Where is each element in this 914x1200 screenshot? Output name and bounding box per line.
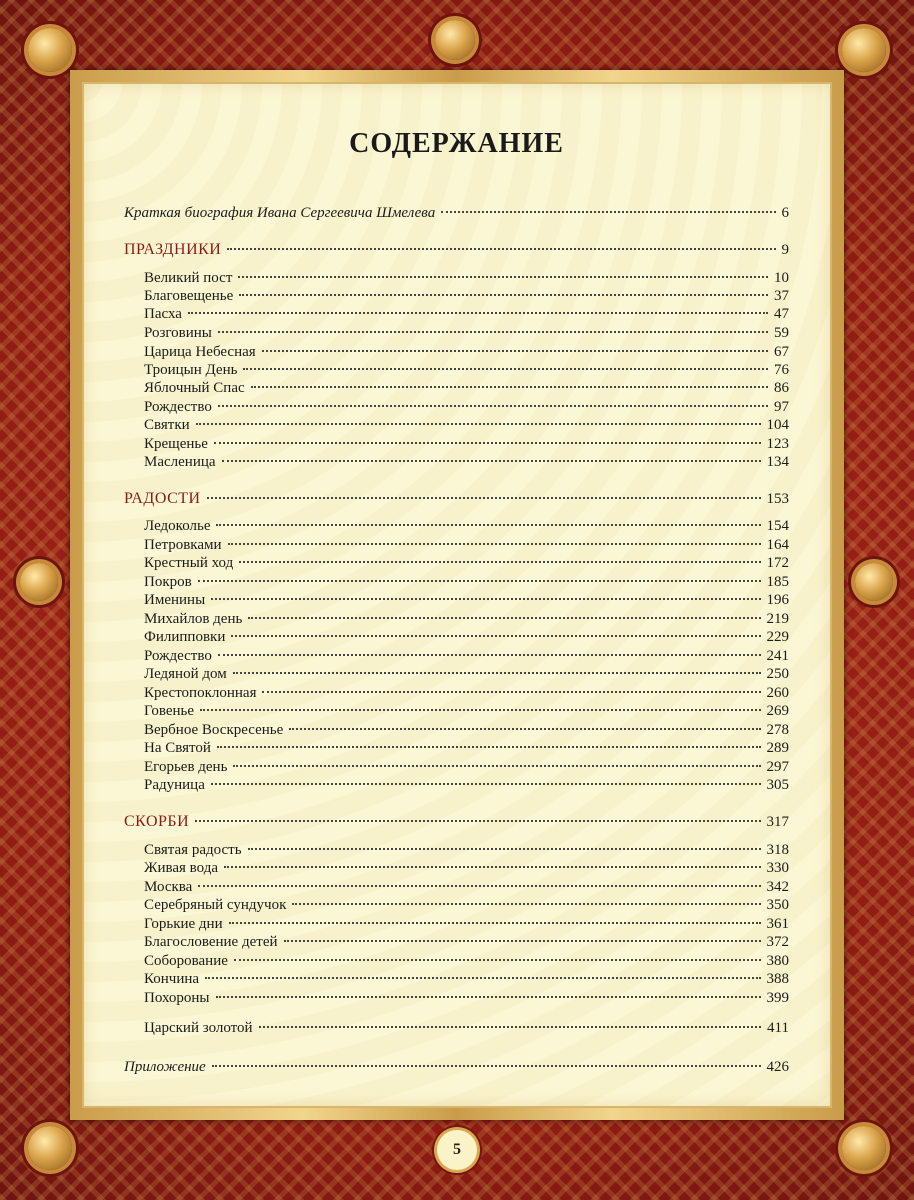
toc-page: 305	[766, 777, 789, 793]
toc-page: 411	[767, 1020, 789, 1036]
dot-leader	[200, 709, 760, 711]
toc-page: 229	[766, 629, 789, 645]
dot-leader	[239, 561, 760, 563]
dot-leader	[211, 783, 761, 785]
toc-label: Великий пост	[144, 270, 233, 286]
toc-page: 154	[766, 518, 789, 534]
toc-entry[interactable]	[144, 647, 789, 665]
toc-entry[interactable]	[144, 435, 789, 453]
toc-entry[interactable]	[144, 453, 789, 471]
ornament-medallion-icon	[28, 1126, 72, 1170]
toc-entry[interactable]	[144, 361, 789, 379]
toc-label: Вербное Воскресенье	[144, 722, 284, 738]
toc-label: Говенье	[144, 703, 195, 719]
dot-leader	[216, 996, 761, 998]
dot-leader	[248, 617, 760, 619]
toc-entry[interactable]	[144, 324, 789, 342]
toc-section-label: ПРАЗДНИКИ	[124, 241, 222, 258]
toc-entry[interactable]	[144, 287, 789, 305]
toc-entry[interactable]	[144, 721, 789, 739]
dot-leader	[214, 442, 761, 444]
dot-leader	[217, 746, 761, 748]
toc-entry[interactable]	[144, 776, 789, 794]
ornament-medallion-icon	[20, 563, 58, 601]
toc-label: Святая радость	[144, 842, 242, 858]
dot-leader	[229, 922, 761, 924]
dot-leader	[216, 524, 760, 526]
toc-entry[interactable]	[144, 628, 789, 646]
toc-page: 269	[766, 703, 789, 719]
toc-entry[interactable]	[144, 859, 789, 877]
toc-page: 372	[766, 934, 789, 950]
toc-entry[interactable]	[144, 398, 789, 416]
toc-label: Рождество	[144, 399, 212, 415]
toc-entry[interactable]	[144, 591, 789, 609]
toc-entry[interactable]	[144, 896, 789, 914]
toc-page: 399	[766, 990, 789, 1006]
toc-label: Кончина	[144, 971, 200, 987]
dot-leader	[207, 497, 761, 499]
table-of-contents	[124, 124, 789, 1075]
toc-page: 10	[774, 270, 789, 286]
toc-label: Крестный ход	[144, 555, 234, 571]
ornament-medallion-icon	[842, 1126, 886, 1170]
toc-entry-intro[interactable]	[124, 204, 789, 222]
toc-page: 67	[774, 344, 789, 360]
toc-page: 350	[766, 897, 789, 913]
toc-page: 153	[766, 491, 789, 507]
toc-label: Троицын День	[144, 362, 238, 378]
dot-leader	[233, 672, 761, 674]
toc-page: 388	[766, 971, 789, 987]
toc-label: Михайлов день	[144, 611, 243, 627]
dot-leader	[262, 691, 760, 693]
toc-page: 134	[766, 454, 789, 470]
toc-page: 318	[766, 842, 789, 858]
toc-page: 317	[766, 814, 789, 830]
toc-entry[interactable]	[144, 536, 789, 554]
toc-label: Святки	[144, 417, 190, 433]
toc-label: Ледяной дом	[144, 666, 227, 682]
toc-entry[interactable]	[144, 665, 789, 683]
toc-entry[interactable]	[144, 517, 789, 535]
toc-label: Благословение детей	[144, 934, 278, 950]
toc-label: Крещенье	[144, 436, 208, 452]
toc-label: Радуница	[144, 777, 205, 793]
toc-page: 185	[766, 574, 789, 590]
toc-page: 278	[766, 722, 789, 738]
toc-entry[interactable]	[144, 343, 789, 361]
toc-label: Пасха	[144, 306, 182, 322]
dot-leader	[441, 211, 775, 213]
dot-leader	[188, 312, 768, 314]
dot-leader	[234, 959, 761, 961]
dot-leader	[239, 294, 768, 296]
dot-leader	[196, 423, 761, 425]
toc-page: 123	[766, 436, 789, 452]
toc-label: Масленица	[144, 454, 216, 470]
toc-section-skorbi[interactable]	[124, 813, 789, 831]
toc-section-label: СКОРБИ	[124, 813, 190, 830]
dot-leader	[198, 580, 761, 582]
toc-entry[interactable]	[144, 739, 789, 757]
toc-entry[interactable]	[144, 702, 789, 720]
dot-leader	[195, 820, 760, 822]
toc-entry[interactable]	[144, 684, 789, 702]
dot-leader	[259, 1026, 761, 1028]
toc-page: 361	[766, 916, 789, 932]
toc-label: Яблочный Спас	[144, 380, 245, 396]
dot-leader	[212, 1065, 761, 1067]
toc-entry[interactable]	[144, 305, 789, 323]
toc-page: 219	[766, 611, 789, 627]
toc-label: Именины	[144, 592, 206, 608]
toc-page: 289	[766, 740, 789, 756]
dot-leader	[211, 598, 760, 600]
toc-page: 260	[766, 685, 789, 701]
toc-entry[interactable]	[144, 758, 789, 776]
dot-leader	[218, 405, 768, 407]
page-title: СОДЕРЖАНИЕ	[349, 128, 564, 159]
toc-label: Царский золотой	[144, 1020, 253, 1036]
toc-page: 104	[766, 417, 789, 433]
dot-leader	[292, 903, 760, 905]
toc-label: Горькие дни	[144, 916, 223, 932]
dot-leader	[231, 635, 760, 637]
toc-page: 241	[766, 648, 789, 664]
toc-page: 86	[774, 380, 789, 396]
ornament-medallion-icon	[435, 20, 475, 60]
toc-page: 250	[766, 666, 789, 682]
toc-entry[interactable]	[144, 915, 789, 933]
toc-entry[interactable]	[144, 554, 789, 572]
toc-page: 342	[766, 879, 789, 895]
toc-page: 297	[766, 759, 789, 775]
toc-section-prazdniki[interactable]	[124, 241, 789, 259]
toc-label: На Святой	[144, 740, 211, 756]
toc-label: Петровками	[144, 537, 222, 553]
dot-leader	[224, 866, 761, 868]
toc-section-label: РАДОСТИ	[124, 490, 201, 507]
dot-leader	[262, 350, 768, 352]
dot-leader	[218, 331, 768, 333]
dot-leader	[243, 368, 768, 370]
dot-leader	[238, 276, 768, 278]
toc-entry[interactable]	[144, 269, 789, 287]
page-number: 5	[437, 1130, 477, 1170]
toc-label: Крестопоклонная	[144, 685, 257, 701]
toc-entry[interactable]	[144, 970, 789, 988]
toc-label: Егорьев день	[144, 759, 228, 775]
toc-entry[interactable]	[144, 989, 789, 1007]
toc-entry[interactable]	[144, 878, 789, 896]
toc-page: 330	[766, 860, 789, 876]
ornament-medallion-icon	[28, 28, 72, 72]
toc-entry[interactable]	[144, 610, 789, 628]
toc-label: Похороны	[144, 990, 210, 1006]
toc-page: 6	[781, 205, 789, 221]
toc-page: 37	[774, 288, 789, 304]
toc-section-radosti[interactable]	[124, 490, 789, 508]
toc-label: Покров	[144, 574, 192, 590]
toc-entry[interactable]	[144, 841, 789, 859]
toc-label: Рождество	[144, 648, 212, 664]
dot-leader	[248, 848, 761, 850]
dot-leader	[222, 460, 761, 462]
dot-leader	[198, 885, 760, 887]
toc-label: Розговины	[144, 325, 212, 341]
toc-page: 172	[766, 555, 789, 571]
toc-page: 380	[766, 953, 789, 969]
toc-label: Филипповки	[144, 629, 226, 645]
dot-leader	[251, 386, 768, 388]
toc-label: Краткая биография Ивана Сергеевича Шмелева	[124, 205, 436, 221]
toc-page: 59	[774, 325, 789, 341]
toc-label: Ледоколье	[144, 518, 211, 534]
toc-label: Москва	[144, 879, 193, 895]
toc-label: Царица Небесная	[144, 344, 256, 360]
dot-leader	[218, 654, 761, 656]
dot-leader	[284, 940, 761, 942]
dot-leader	[289, 728, 760, 730]
toc-label: Серебряный сундучок	[144, 897, 287, 913]
ornament-medallion-icon	[855, 563, 893, 601]
toc-page: 426	[766, 1059, 789, 1075]
toc-entry[interactable]	[144, 379, 789, 397]
toc-label: Приложение	[124, 1059, 206, 1075]
toc-entry[interactable]	[144, 933, 789, 951]
toc-entry-tsarsky-zolotoy[interactable]	[144, 1019, 789, 1037]
toc-page: 97	[774, 399, 789, 415]
dot-leader	[227, 248, 775, 250]
toc-label: Живая вода	[144, 860, 218, 876]
toc-label: Соборование	[144, 953, 228, 969]
toc-page: 76	[774, 362, 789, 378]
toc-page: 196	[766, 592, 789, 608]
toc-page: 47	[774, 306, 789, 322]
toc-label: Благовещенье	[144, 288, 234, 304]
toc-entry[interactable]	[144, 952, 789, 970]
toc-page: 9	[781, 242, 789, 258]
toc-page: 164	[766, 537, 789, 553]
dot-leader	[205, 977, 760, 979]
dot-leader	[228, 543, 761, 545]
toc-entry-appendix[interactable]	[124, 1058, 789, 1076]
ornament-medallion-icon	[842, 28, 886, 72]
dot-leader	[233, 765, 760, 767]
toc-entry[interactable]	[144, 573, 789, 591]
toc-entry[interactable]	[144, 416, 789, 434]
